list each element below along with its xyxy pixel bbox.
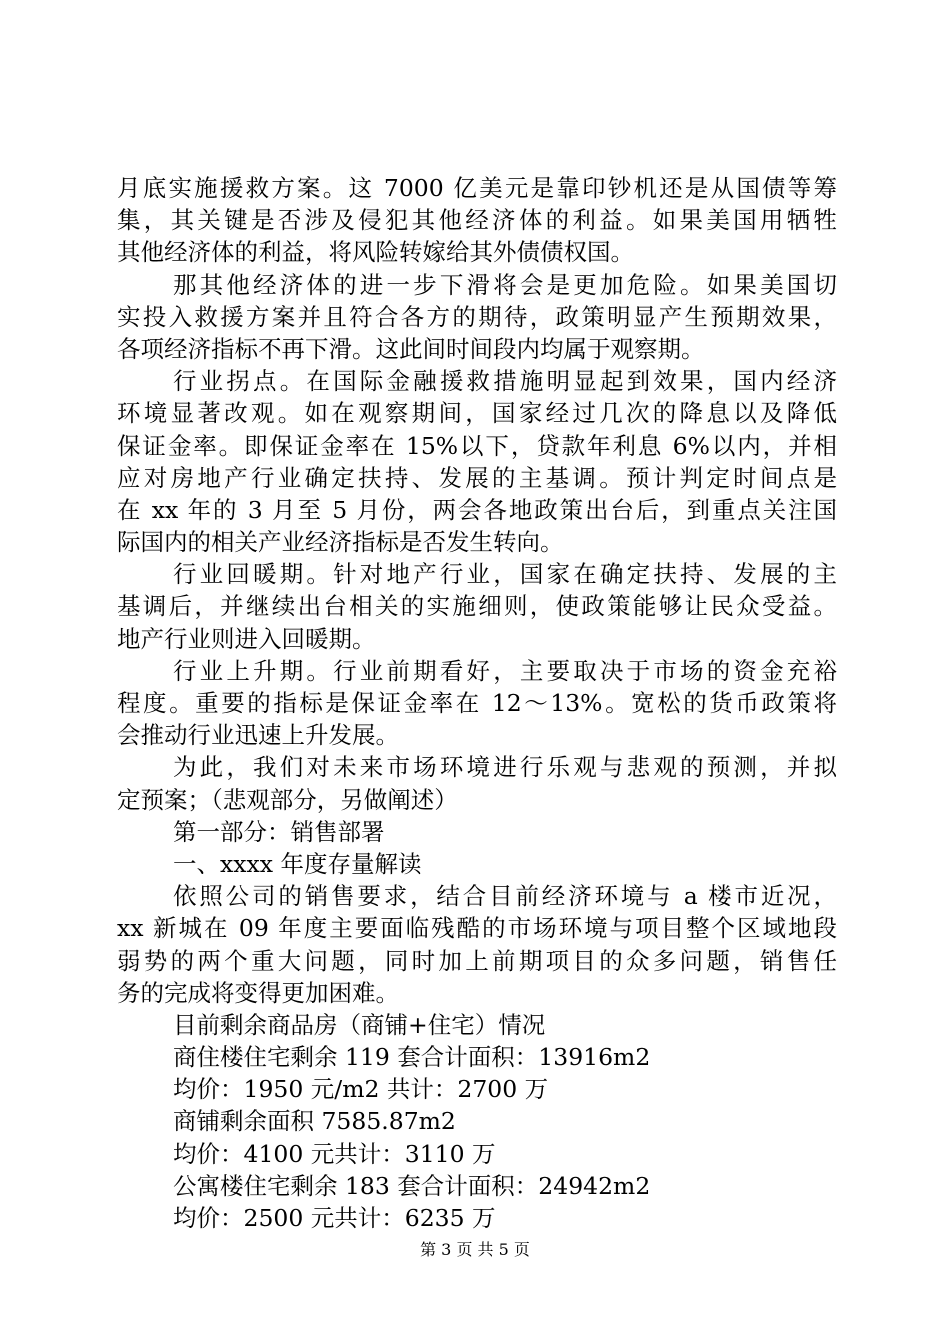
paragraph-line: 保证金率。即保证金率在 15%以下，贷款年利息 6%以内，并相 — [117, 431, 837, 460]
inventory-line: 商住楼住宅剩余 119 套合计面积：13916m2 — [173, 1043, 651, 1072]
inventory-line: 商铺剩余面积 7585.87m2 — [173, 1107, 456, 1136]
subsection-heading: 一、xxxx 年度存量解读 — [173, 849, 422, 878]
paragraph-line: 月底实施援救方案。这 7000 亿美元是靠印钞机还是从国债等筹 — [117, 174, 837, 202]
paragraph-line: 其他经济体的利益，将风险转嫁给其外债债权国。 — [117, 238, 634, 267]
paragraph-line: 在 xx 年的 3 月至 5 月份，两会各地政策出台后，到重点关注国 — [117, 495, 837, 524]
paragraph-line: 依照公司的销售要求，结合目前经济环境与 a 楼市近况， — [173, 882, 837, 911]
paragraph-line: 各项经济指标不再下滑。这此间时间段内均属于观察期。 — [117, 334, 705, 363]
paragraph-line: 基调后，并继续出台相关的实施细则，使政策能够让民众受益。 — [117, 592, 837, 621]
paragraph-line: 程度。重要的指标是保证金率在 12～13%。宽松的货币政策将 — [117, 689, 837, 717]
paragraph-line: 务的完成将变得更加困难。 — [117, 978, 399, 1007]
inventory-heading: 目前剩余商品房（商铺+住宅）情况 — [173, 1010, 546, 1039]
paragraph-line: 实投入救援方案并且符合各方的期待，政策明显产生预期效果， — [117, 302, 837, 331]
inventory-line: 公寓楼住宅剩余 183 套合计面积：24942m2 — [173, 1171, 651, 1200]
paragraph-line: 定预案；（悲观部分，另做阐述） — [117, 785, 458, 814]
paragraph-line: 行业回暖期。针对地产行业，国家在确定扶持、发展的主 — [173, 560, 837, 589]
paragraph-line: 那其他经济体的进一步下滑将会是更加危险。如果美国切 — [173, 270, 837, 299]
paragraph-line: 际国内的相关产业经济指标是否发生转向。 — [117, 528, 564, 557]
inventory-line: 均价：1950 元/m2 共计：2700 万 — [173, 1075, 549, 1104]
page-number-footer: 第 3 页 共 5 页 — [420, 1240, 530, 1259]
paragraph-line: 行业上升期。行业前期看好，主要取决于市场的资金充裕 — [173, 656, 837, 685]
document-body — [117, 172, 837, 1234]
paragraph-line: 行业拐点。在国际金融援救措施明显起到效果，国内经济 — [173, 367, 837, 396]
section-heading: 第一部分：销售部署 — [173, 817, 385, 846]
paragraph-line: xx 新城在 09 年度主要面临残酷的市场环境与项目整个区域地段 — [117, 914, 837, 943]
inventory-line: 均价：4100 元共计：3110 万 — [173, 1139, 496, 1168]
paragraph-line: 应对房地产行业确定扶持、发展的主基调。预计判定时间点是 — [117, 463, 837, 492]
inventory-line: 均价：2500 元共计：6235 万 — [173, 1204, 496, 1232]
paragraph-line: 环境显著改观。如在观察期间，国家经过几次的降息以及降低 — [117, 399, 837, 428]
paragraph-line: 为此，我们对未来市场环境进行乐观与悲观的预测，并拟 — [173, 753, 837, 782]
paragraph-line: 集，其关键是否涉及侵犯其他经济体的利益。如果美国用牺牲 — [117, 206, 837, 235]
paragraph-line: 会推动行业迅速上升发展。 — [117, 721, 399, 750]
paragraph-line: 弱势的两个重大问题，同时加上前期项目的众多问题，销售任 — [117, 946, 837, 975]
paragraph-line: 地产行业则进入回暖期。 — [117, 624, 376, 653]
